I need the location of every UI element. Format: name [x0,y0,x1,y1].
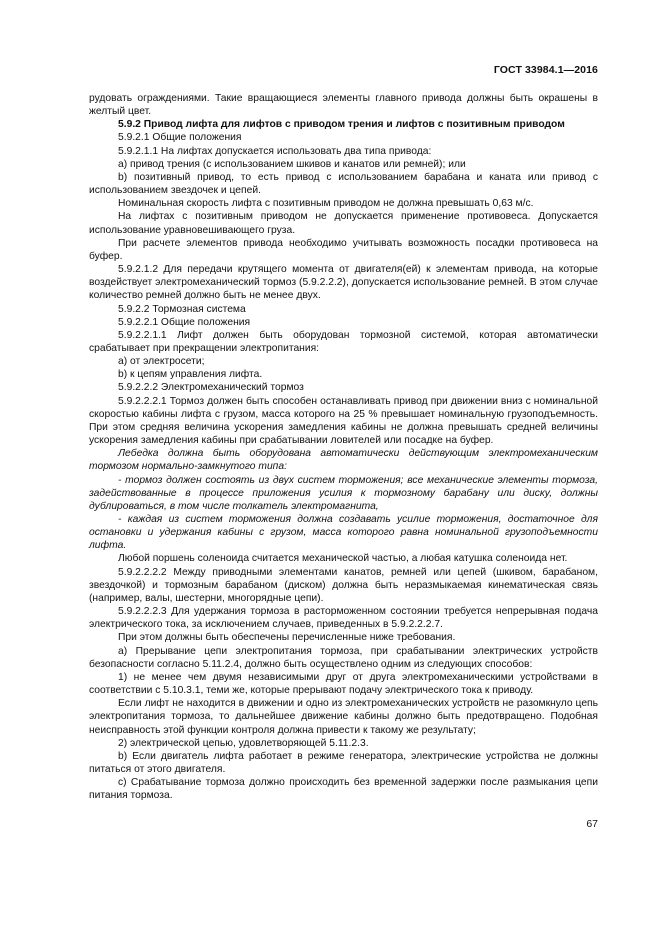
paragraph: При этом должны быть обеспечены перечисленные ниже требования. [118,632,456,644]
paragraph: При расчете элементов привода необходимо учитывать возможность посадки противовеса на буфер. [89,237,598,262]
paragraph: рудовать ограждениями. Такие вращающиеся элементы главного привода должны быть окрашены в желтый цвет. [89,93,598,118]
list-item: 2) электрической цепью, удовлетворяющей 5.11.2.3. [118,737,369,749]
list-item: 1) не менее чем двумя независимыми друг от друга электромеханическими устройствами в соответствии с 5.10.3.1, теми же, которые прерывают подачу электрического тока к приводу. [89,671,598,697]
paragraph: 5.9.2.2.1.1 Лифт должен быть оборудован тормозной системой, которая автоматически срабатывает при прекращении электропитания: [89,329,598,354]
paragraph: 5.9.2.1.2 Для передачи крутящего момента от двигателя(ей) к элементам привода, на которые воздействует электромеханический тормоз (5.9.2.2.2), допускается использование ремней. В этом случае количество ремней должно быть не менее двух. [89,264,598,302]
list-item: a) привод трения (с использованием шкивов и канатов или ремней); или [118,158,466,170]
italic-paragraph: Лебедка должна быть оборудована автоматически действующим электромеханическим тормозом нормально-замкнутого типа: [89,448,598,473]
paragraph: 5.9.2.1.1 На лифтах допускается использовать два типа привода: [118,145,432,157]
paragraph: На лифтах с позитивным приводом не допускается применение противовеса. Допускается использование уравновешивающего груза. [89,211,598,236]
paragraph: Если лифт не находится в движении и одно из электромеханических устройств не разомкнуло цепь электропитания тормоза, то дальнейшее движение кабины должно быть предотвращено. Подобная неисправность этой функции контроля должна привести к такому же результату; [89,698,598,736]
subsection-heading: 5.9.2.1 Общие положения [118,132,242,144]
subsection-heading: 5.9.2.2.2 Электромеханический тормоз [118,382,304,394]
list-item: b) позитивный привод, то есть привод с использованием барабана и каната или привод с использованием звездочек и цепей. [89,171,598,197]
paragraph: Любой поршень соленоида считается механической частью, а любая катушка соленоида нет. [118,553,568,565]
section-heading: 5.9.2 Привод лифта для лифтов с приводом трения и лифтов с позитивным приводом [118,119,565,131]
list-item: c) Срабатывание тормоза должно происходить без временной задержки после размыкания цепи питания тормоза. [89,777,598,802]
paragraph: 5.9.2.2.2.3 Для удержания тормоза в расторможенном состоянии требуется непрерывная подача электрического тока, за исключением случаев, приведенных в 5.9.2.2.2.7. [89,606,598,631]
list-item: b) к цепям управления лифта. [118,369,263,381]
document-header: ГОСТ 33984.1—2016 [493,64,598,76]
subsection-heading: 5.9.2.2.1 Общие положения [118,316,251,328]
subsection-heading: 5.9.2.2 Тормозная система [118,303,246,315]
italic-list-item: - каждая из систем торможения должна создавать усилие торможения, достаточное для остановки и удержания кабины с грузом, масса которого равна номинальной грузоподъемности лифта. [89,514,598,552]
paragraph: Номинальная скорость лифта с позитивным приводом не должна превышать 0,63 м/с. [118,198,534,210]
italic-list-item: - тормоз должен состоять из двух систем торможения; все механические элементы тормоза, задействованные в процессе приложения усилия к тормозному барабану или диску, должны дублироваться, в том числе толкатель электромагнита, [89,474,598,512]
list-item: a) от электросети; [118,356,205,368]
list-item: a) Прерывание цепи электропитания тормоза, при срабатывании электрических устройств безопасности согласно 5.11.2.4, должно быть осуществлено одним из следующих способов: [89,645,598,670]
paragraph: 5.9.2.2.2.2 Между приводными элементами канатов, ремней или цепей (шкивом, барабаном, звездочкой) и тормозным барабаном (диском) должна быть неразмыкаемая кинематическая связь (например, валы, шестерни, многорядные цепи). [89,566,598,604]
list-item: b) Если двигатель лифта работает в режиме генератора, электрические устройства не должны питаться от этого двигателя. [89,750,598,775]
page-number: 67 [586,818,598,830]
body-text [89,92,598,802]
paragraph: 5.9.2.2.2.1 Тормоз должен быть способен останавливать привод при движении вниз с номинальной скоростью кабины лифта с грузом, масса которого на 25 % превышает номинальную грузоподъемность. При этом средняя величина ускорения замедления кабины не должна превышать средней величины ускорения замедления кабины при срабатывании ловителей или посадке на буфер. [89,395,598,447]
